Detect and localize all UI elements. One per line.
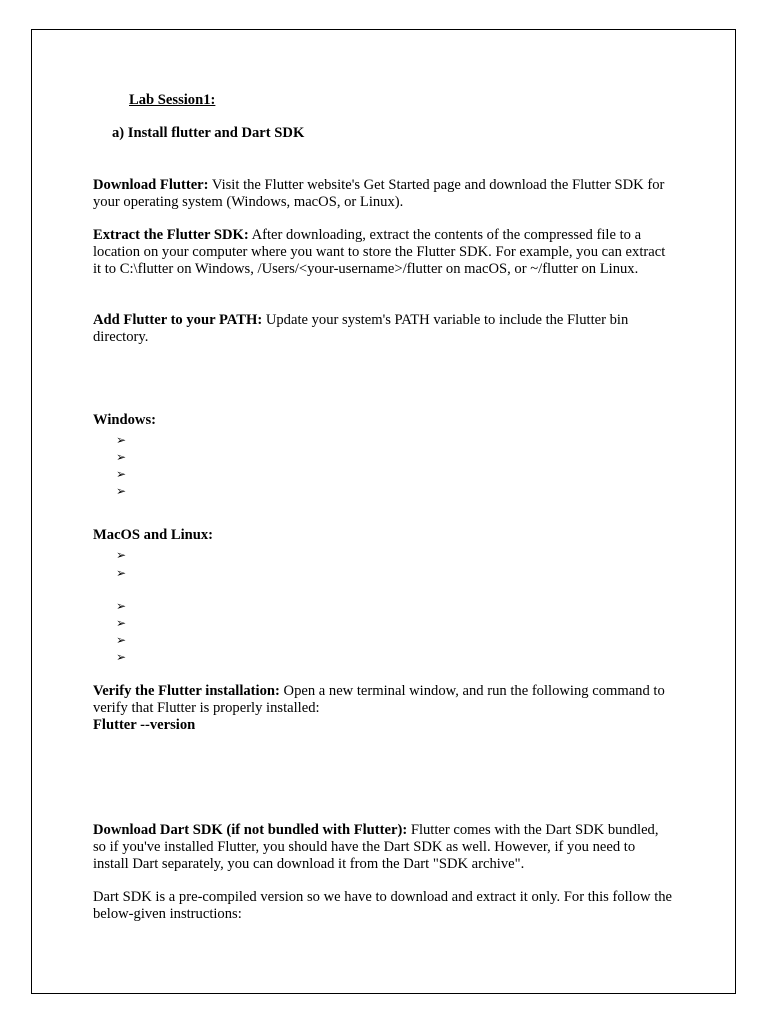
extract-flutter-label: Extract the Flutter SDK: <box>93 227 249 243</box>
verify-paragraph <box>93 683 673 717</box>
bullet-arrow-icon: ➢ <box>116 616 127 630</box>
download-dart-label: Download Dart SDK (if not bundled with Flutter): <box>93 822 408 838</box>
add-path-label: Add Flutter to your PATH: <box>93 312 263 328</box>
extract-flutter-paragraph <box>93 227 673 277</box>
bullet-arrow-icon: ➢ <box>116 633 127 647</box>
download-dart-text: Flutter comes with the Dart SDK bundled, so if you've installed Flutter, you should have the Dart SDK as well. However, if you need to install Dart separately, you can download it from the Dart "SDK archive". <box>93 822 659 872</box>
bullet-arrow-icon: ➢ <box>116 467 127 481</box>
bullet-arrow-icon: ➢ <box>116 548 127 562</box>
download-flutter-text: Visit the Flutter website's Get Started page and download the Flutter SDK for your operating system (Windows, macOS, or Linux). <box>93 177 665 210</box>
download-dart-paragraph <box>93 822 673 872</box>
dart-note-paragraph: Dart SDK is a pre-compiled version so we have to download and extract it only. For this follow the below-given instructions: <box>93 889 673 922</box>
bullet-arrow-icon: ➢ <box>116 433 127 447</box>
flutter-version-command: Flutter --version <box>93 717 196 733</box>
add-path-paragraph <box>93 312 673 346</box>
bullet-arrow-icon: ➢ <box>116 650 127 664</box>
download-flutter-label: Download Flutter: <box>93 177 209 193</box>
bullet-arrow-icon: ➢ <box>116 450 127 464</box>
verify-text: Open a new terminal window, and run the following command to verify that Flutter is properly installed: <box>93 683 665 716</box>
bullet-arrow-icon: ➢ <box>116 599 127 613</box>
windows-heading: Windows: <box>93 412 156 428</box>
section-heading: a) Install flutter and Dart SDK <box>112 125 305 141</box>
bullet-arrow-icon: ➢ <box>116 484 127 498</box>
add-path-text: Update your system's PATH variable to include the Flutter bin directory. <box>93 312 629 345</box>
extract-flutter-text: After downloading, extract the contents of the compressed file to a location on your computer where you want to store the Flutter SDK. For example, you can extract it to C:\flutter on Windows, /Users/<your-username>/flutter on macOS, or ~/flutter on Linux. <box>93 227 666 277</box>
macos-linux-heading: MacOS and Linux: <box>93 527 214 543</box>
verify-label: Verify the Flutter installation: <box>93 683 280 699</box>
lab-session-title: Lab Session1: <box>129 92 216 108</box>
bullet-arrow-icon: ➢ <box>116 566 127 580</box>
download-flutter-paragraph <box>93 177 673 211</box>
